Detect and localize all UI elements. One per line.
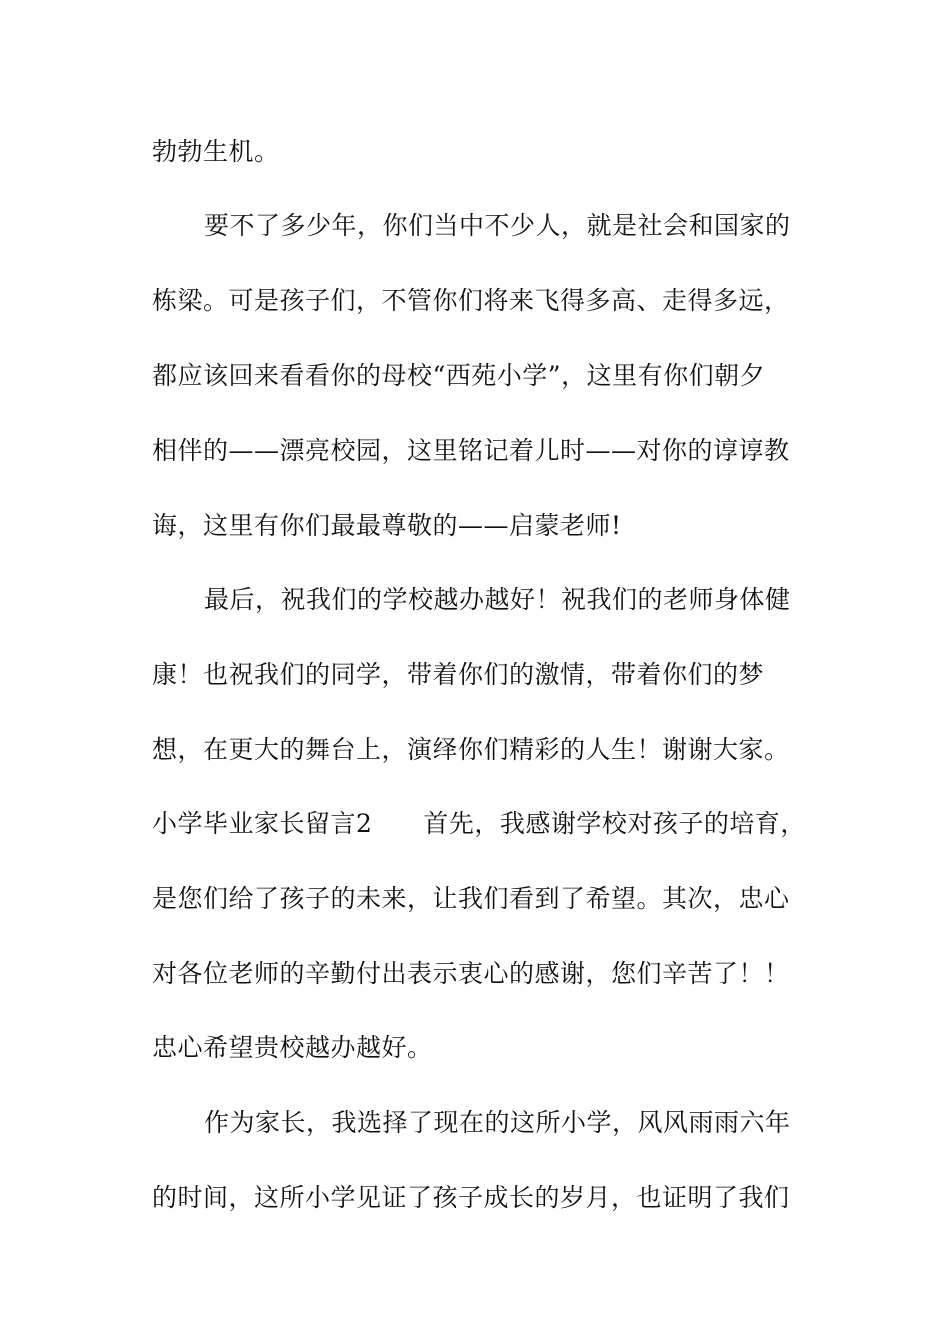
text-line-10: 小学毕业家长留言2 首先，我感谢学校对孩子的培育， [152, 809, 806, 838]
text-line-3: 栋梁。可是孩子们，不管你们将来飞得多高、走得多远， [152, 286, 790, 315]
text-line-2: 要不了多少年，你们当中不少人，就是社会和国家的 [204, 211, 791, 240]
text-line-9: 想，在更大的舞台上，演绎你们精彩的人生！谢谢大家。 [152, 735, 790, 764]
text-line-14: 作为家长，我选择了现在的这所小学，风风雨雨六年 [204, 1108, 791, 1137]
text-line-4: 都应该回来看看你的母校“西苑小学”，这里有你们朝夕 [152, 361, 766, 390]
text-line-1: 勃勃生机。 [152, 137, 280, 166]
text-line-12: 对各位老师的辛勤付出表示衷心的感谢，您们辛苦了！！ [152, 959, 790, 988]
text-line-7: 最后，祝我们的学校越办越好！祝我们的老师身体健 [204, 585, 791, 614]
text-line-6: 诲，这里有你们最最尊敬的——启蒙老师! [152, 511, 622, 540]
text-line-13: 忠心希望贵校越办越好。 [152, 1033, 433, 1062]
text-line-15: 的时间，这所小学见证了孩子成长的岁月，也证明了我们 [152, 1183, 790, 1212]
text-line-8: 康！也祝我们的同学，带着你们的激情，带着你们的梦 [152, 660, 765, 689]
text-line-11: 是您们给了孩子的未来，让我们看到了希望。其次，忠心 [152, 884, 790, 913]
text-line-5: 相伴的——漂亮校园，这里铭记着儿时——对你的谆谆教 [152, 436, 790, 465]
